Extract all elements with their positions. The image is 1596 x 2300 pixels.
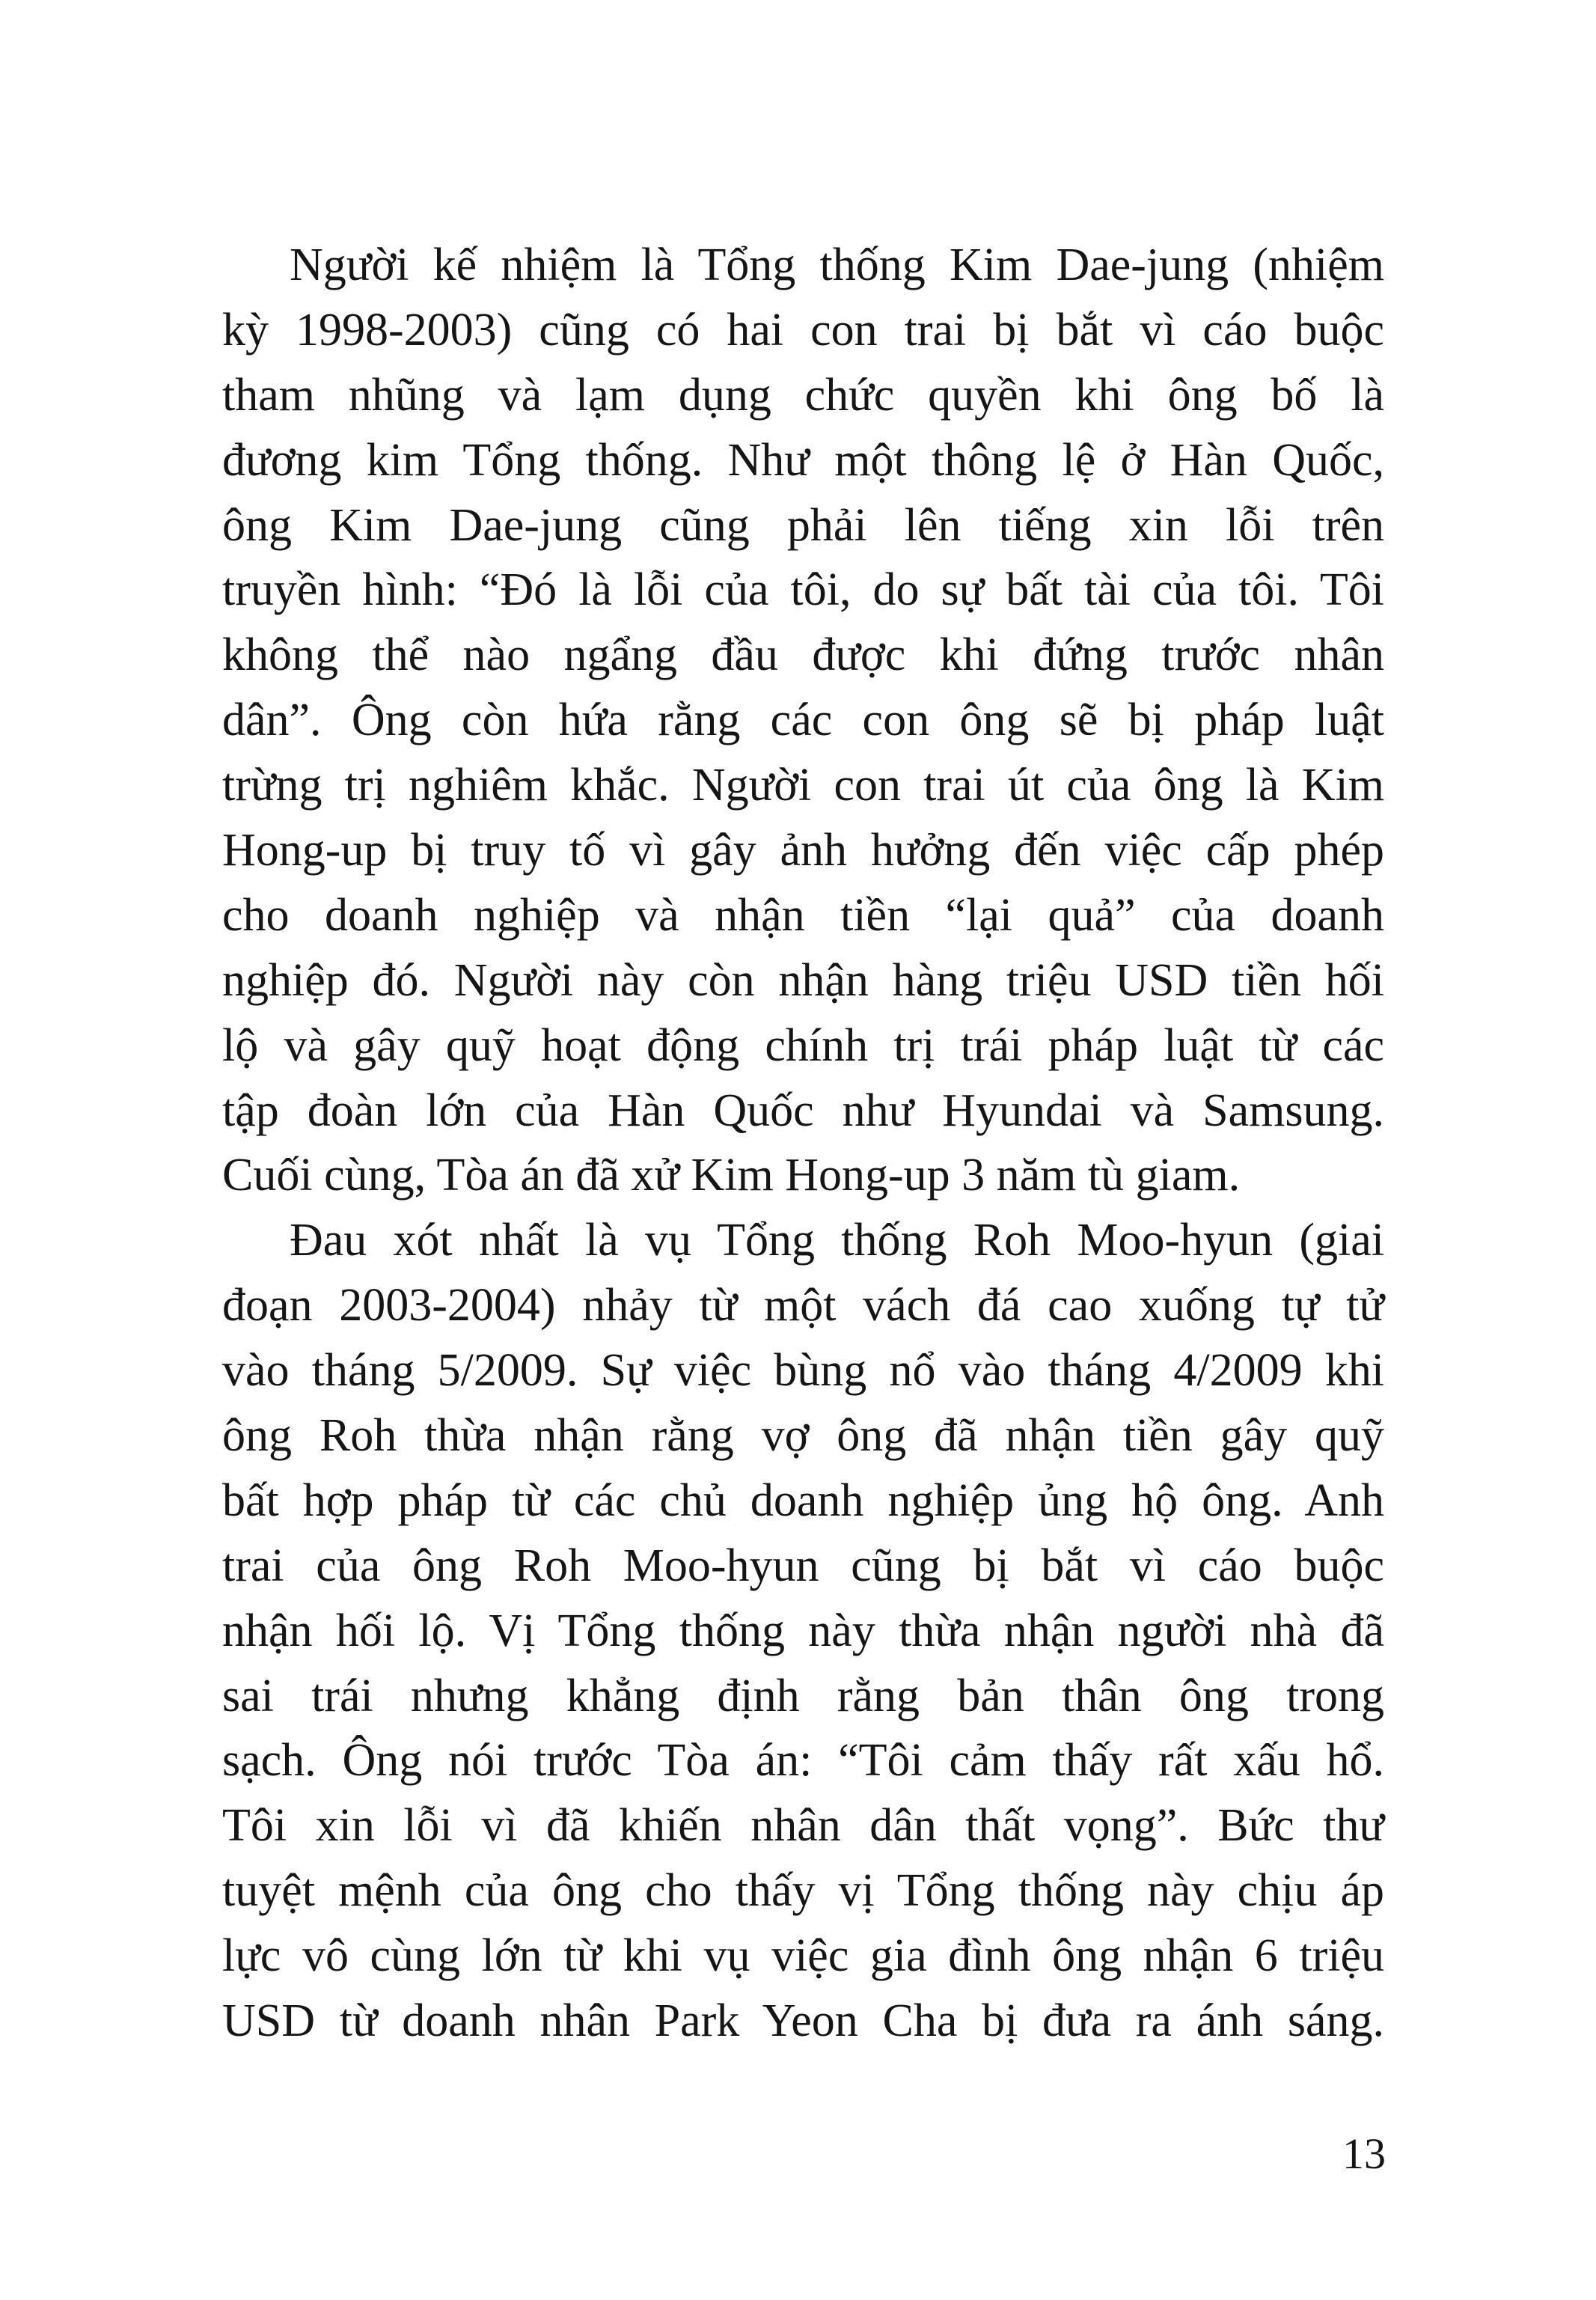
- text-line: truyền hình: “Đó là lỗi của tôi, do sự bất tài của tôi. Tôi: [222, 564, 1384, 616]
- text-line: tham nhũng và lạm dụng chức quyền khi ông bố là: [222, 369, 1384, 421]
- text-line: dân”. Ông còn hứa rằng các con ông sẽ bị pháp luật: [222, 695, 1384, 746]
- text-line: USD từ doanh nhân Park Yeon Cha bị đưa ra ánh sáng.: [222, 1995, 1384, 2047]
- text-line: vào tháng 5/2009. Sự việc bùng nổ vào tháng 4/2009 khi: [222, 1345, 1384, 1397]
- paragraph-1: [222, 233, 1384, 1208]
- page-number: 13: [1342, 2129, 1386, 2178]
- text-line: sạch. Ông nói trước Tòa án: “Tôi cảm thấy rất xấu hổ.: [222, 1735, 1384, 1787]
- text-line: trừng trị nghiêm khắc. Người con trai út của ông là Kim: [222, 760, 1384, 811]
- text-line: nghiệp đó. Người này còn nhận hàng triệu USD tiền hối: [222, 954, 1384, 1006]
- text-line: trai của ông Roh Moo-hyun cũng bị bắt vì cáo buộc: [222, 1540, 1384, 1591]
- text-line: Người kế nhiệm là Tổng thống Kim Dae-jung (nhiệm: [290, 240, 1384, 290]
- text-line: đoạn 2003-2004) nhảy từ một vách đá cao xuống tự tử: [222, 1280, 1384, 1332]
- text-line: tuyệt mệnh của ông cho thấy vị Tổng thống này chịu áp: [222, 1865, 1384, 1917]
- text-line: không thể nào ngẩng đầu được khi đứng trước nhân: [222, 629, 1384, 681]
- text-line: tập đoàn lớn của Hàn Quốc như Hyundai và Samsung.: [222, 1085, 1384, 1136]
- text-line: ông Roh thừa nhận rằng vợ ông đã nhận tiền gây quỹ: [222, 1410, 1384, 1462]
- text-line: Tôi xin lỗi vì đã khiến nhân dân thất vọng”. Bức thư: [222, 1800, 1384, 1852]
- text-line: Hong-up bị truy tố vì gây ảnh hưởng đến việc cấp phép: [222, 825, 1384, 876]
- text-line: kỳ 1998-2003) cũng có hai con trai bị bắt vì cáo buộc: [222, 304, 1384, 356]
- text-line: ông Kim Dae-jung cũng phải lên tiếng xin lỗi trên: [222, 499, 1384, 551]
- paragraph-2: [222, 1208, 1384, 2054]
- text-line: nhận hối lộ. Vị Tổng thống này thừa nhận người nhà đã: [222, 1605, 1384, 1656]
- text-line: đương kim Tổng thống. Như một thông lệ ở Hàn Quốc,: [222, 434, 1384, 486]
- text-line: sai trái nhưng khẳng định rằng bản thân ông trong: [222, 1670, 1384, 1721]
- text-line: lộ và gây quỹ hoạt động chính trị trái pháp luật từ các: [222, 1019, 1384, 1071]
- text-line: bất hợp pháp từ các chủ doanh nghiệp ủng hộ ông. Anh: [222, 1474, 1384, 1526]
- text-line: Đau xót nhất là vụ Tổng thống Roh Moo-hyun (giai: [290, 1215, 1384, 1266]
- text-line: Cuối cùng, Tòa án đã xử Kim Hong-up 3 năm tù giam.: [222, 1150, 1241, 1201]
- text-line: lực vô cùng lớn từ khi vụ việc gia đình ông nhận 6 triệu: [222, 1930, 1384, 1982]
- text-line: cho doanh nghiệp và nhận tiền “lại quả” của doanh: [222, 889, 1384, 941]
- body-text: [222, 233, 1384, 2054]
